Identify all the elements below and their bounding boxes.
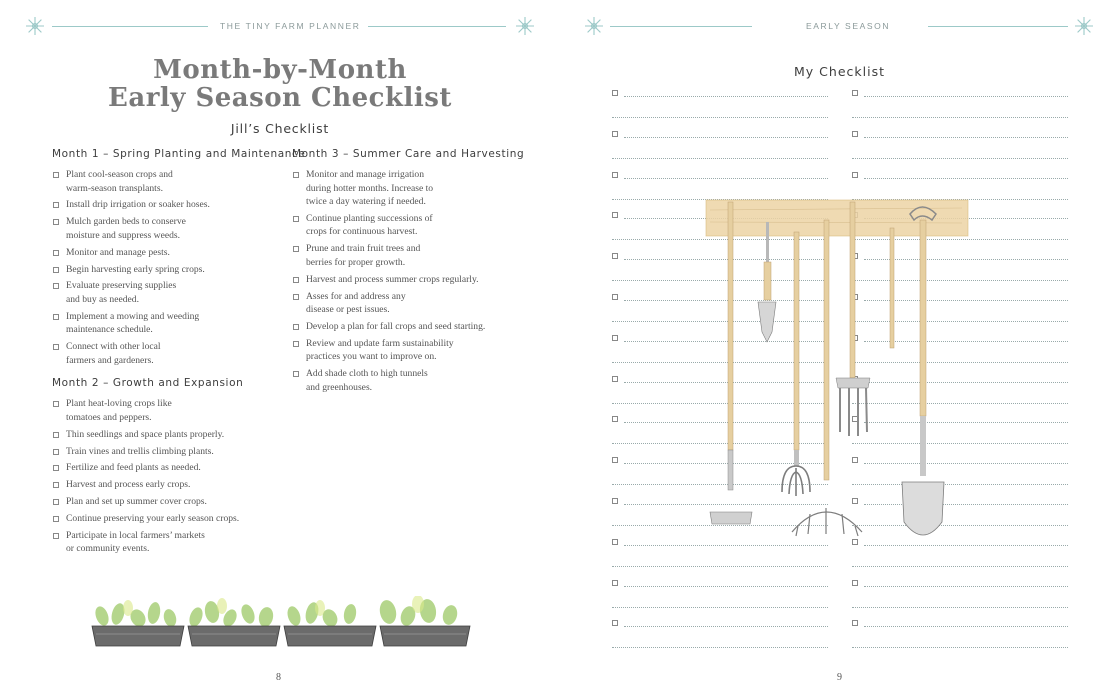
checklist-item: Asses for and address any disease or pest issues. bbox=[292, 290, 532, 317]
running-header-title: EARLY SEASON bbox=[806, 21, 891, 31]
checklist-item: Prune and train fruit trees and berries for proper growth. bbox=[292, 242, 532, 269]
page-number: 9 bbox=[837, 672, 842, 683]
blank-checklist-row[interactable] bbox=[852, 616, 1068, 657]
checklist-column-1 bbox=[52, 148, 306, 566]
month-2-heading: Month 2 – Growth and Expansion bbox=[52, 377, 244, 390]
checklist-item: Train vines and trellis climbing plants. bbox=[52, 445, 284, 459]
checklist-item: Connect with other local farmers and gardeners. bbox=[52, 340, 284, 367]
checklist-item: Plant heat-loving crops like tomatoes and peppers. bbox=[52, 397, 284, 424]
checklist-column-2 bbox=[292, 148, 532, 404]
snowflake-ornament-icon bbox=[515, 16, 535, 36]
garden-tools-illustration bbox=[700, 192, 975, 548]
checklist-item: Mulch garden beds to conserve moisture and suppress weeds. bbox=[52, 215, 284, 242]
checklist-item: Continue preserving your early season crops. bbox=[52, 512, 284, 526]
blank-checklist-row[interactable] bbox=[612, 127, 828, 168]
month-2-list bbox=[52, 397, 284, 556]
running-header-left bbox=[0, 16, 559, 38]
checklist-item: Review and update farm sustainability practices you want to improve on. bbox=[292, 337, 532, 364]
checklist-item: Evaluate preserving supplies and buy as needed. bbox=[52, 279, 284, 306]
checklist-item: Begin harvesting early spring crops. bbox=[52, 263, 284, 277]
snowflake-ornament-icon bbox=[1074, 16, 1094, 36]
blank-checklist-row[interactable] bbox=[612, 616, 828, 657]
checklist-item: Continue planting successions of crops for continuous harvest. bbox=[292, 212, 532, 239]
blank-checklist-row[interactable] bbox=[612, 86, 828, 127]
checklist-item: Monitor and manage pests. bbox=[52, 246, 284, 260]
checklist-item: Monitor and manage irrigation during hotter months. Increase to twice a day watering if needed. bbox=[292, 168, 532, 209]
checklist-item: Thin seedlings and space plants properly. bbox=[52, 428, 284, 442]
page-title-line-2: Early Season Checklist bbox=[108, 83, 452, 113]
snowflake-ornament-icon bbox=[25, 16, 45, 36]
month-3-list bbox=[292, 168, 532, 394]
blank-checklist-row[interactable] bbox=[852, 576, 1068, 617]
checklist-item: Implement a mowing and weeding maintenance schedule. bbox=[52, 310, 284, 337]
checklist-item: Harvest and process summer crops regularly. bbox=[292, 273, 532, 287]
running-header-title: THE TINY FARM PLANNER bbox=[220, 21, 361, 31]
checklist-subtitle: Jill’s Checklist bbox=[230, 121, 330, 136]
checklist-item: Install drip irrigation or soaker hoses. bbox=[52, 198, 284, 212]
checklist-item: Plan and set up summer cover crops. bbox=[52, 495, 284, 509]
checklist-item: Harvest and process early crops. bbox=[52, 478, 284, 492]
checklist-item: Add shade cloth to high tunnels and greenhouses. bbox=[292, 367, 532, 394]
checklist-item: Develop a plan for fall crops and seed starting. bbox=[292, 320, 532, 334]
seedling-trays-illustration bbox=[88, 596, 474, 652]
month-3-heading: Month 3 – Summer Care and Harvesting bbox=[292, 148, 525, 160]
snowflake-ornament-icon bbox=[584, 16, 604, 36]
blank-checklist-row[interactable] bbox=[852, 86, 1068, 127]
month-1-heading: Month 1 – Spring Planting and Maintenance bbox=[52, 148, 306, 160]
checklist-item: Plant cool-season crops and warm-season transplants. bbox=[52, 168, 284, 195]
running-header-right bbox=[560, 16, 1119, 38]
month-1-list bbox=[52, 168, 284, 367]
right-page bbox=[560, 0, 1119, 700]
blank-checklist-row[interactable] bbox=[612, 576, 828, 617]
blank-checklist-row[interactable] bbox=[852, 127, 1068, 168]
my-checklist-title: My Checklist bbox=[794, 64, 885, 79]
left-page bbox=[0, 0, 559, 700]
page-title-line-1: Month-by-Month bbox=[153, 55, 407, 85]
page-number: 8 bbox=[276, 672, 281, 683]
checklist-item: Participate in local farmers’ markets or community events. bbox=[52, 529, 284, 556]
checklist-item: Fertilize and feed plants as needed. bbox=[52, 461, 284, 475]
